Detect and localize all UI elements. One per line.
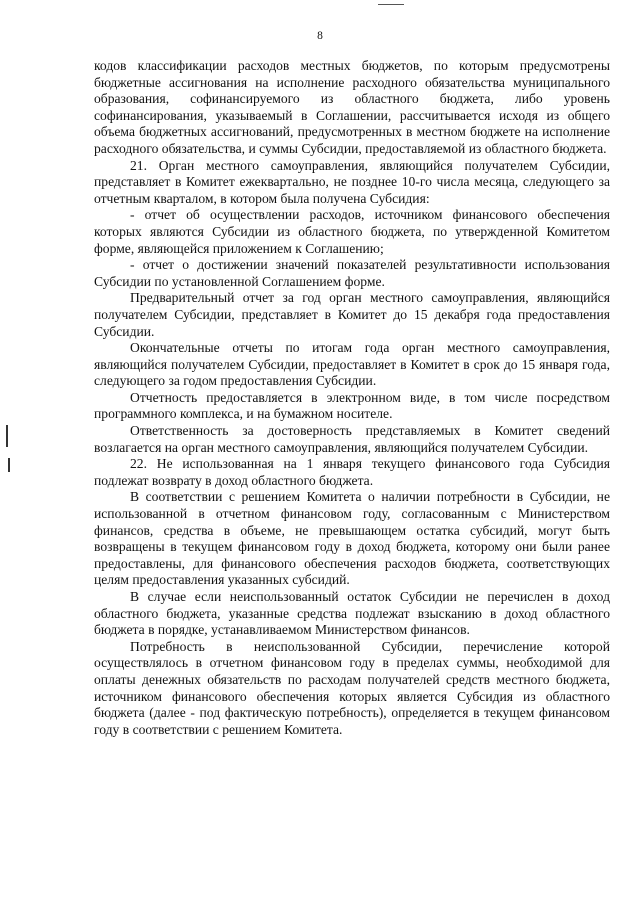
scan-margin-mark xyxy=(6,425,8,447)
scan-top-mark xyxy=(378,4,404,5)
paragraph-actual-need: Потребность в неиспользованной Субсидии, перечисление которой осуществлялось в отчетном финансовом году в пределах суммы, необходимой для оплаты денежных обязательств по расходам получателей средств местного бюджета, источником финансового обеспечения которых является Субсидия из областного бюджета (далее - под фактическую потребность), определяется в текущем финансовом году в соответствии с решением Комитета. xyxy=(94,638,610,737)
document-body xyxy=(94,58,610,738)
paragraph-final-report: Окончательные отчеты по итогам года орган местного самоуправления, являющийся получателем Субсидии, предоставляет в Комитет в срок до 15 января года, следующего за годом предоставления Субсидии. xyxy=(94,340,610,389)
page-number: 8 xyxy=(317,30,323,42)
list-item-expense-report: - отчет об осуществлении расходов, источником финансового обеспечения которых являются Субсидии из областного бюджета, по утвержденной Комитетом форме, являющейся приложением к Соглашению; xyxy=(94,207,610,256)
paragraph-preliminary-report: Предварительный отчет за год орган местного самоуправления, являющийся получателем Субсидии, представляет в Комитет до 15 декабря года предоставления Субсидии. xyxy=(94,290,610,339)
list-item-performance-report: - отчет о достижении значений показателей результативности использования Субсидии по установленной Соглашением форме. xyxy=(94,257,610,289)
paragraph-22: 22. Не использованная на 1 января текущего финансового года Субсидия подлежат возврату в доход областного бюджета. xyxy=(94,456,610,488)
paragraph-responsibility: Ответственность за достоверность представляемых в Комитет сведений возлагается на орган местного самоуправления, являющийся получателем Субсидии. xyxy=(94,423,610,455)
paragraph-21: 21. Орган местного самоуправления, являющийся получателем Субсидии, представляет в Комитет ежеквартально, не позднее 10-го числа месяца, следующего за отчетным кварталом, в котором была получена Субсидия: xyxy=(94,157,610,206)
paragraph-committee-decision: В соответствии с решением Комитета о наличии потребности в Субсидии, не использованной в отчетном финансовом году, согласованным с Министерством финансов, средства в объеме, не превышающем остатка субсидий, могут быть возвращены в текущем финансовом году в доход бюджета, которому они были ранее предоставлены, для финансового обеспечения расходов бюджета, соответствующих целям предоставления указанных субсидий. xyxy=(94,489,610,588)
paragraph-continuation: кодов классификации расходов местных бюджетов, по которым предусмотрены бюджетные ассигнования на исполнение расходного обязательства муниципального образования, софинансируемого из областного бюджета, либо уровень софинансирования, указываемый в Соглашении, рассчитывается исходя из общего объема бюджетных ассигнований, предусмотренных в местном бюджете на исполнение расходного обязательства, и суммы Субсидии, предоставляемой из областного бюджета. xyxy=(94,58,610,156)
paragraph-report-format: Отчетность предоставляется в электронном виде, в том числе посредством программного комплекса, и на бумажном носителе. xyxy=(94,389,610,422)
scan-margin-mark xyxy=(8,458,10,472)
paragraph-unreturned-balance: В случае если неиспользованный остаток Субсидии не перечислен в доход областного бюджета, указанные средства подлежат взысканию в доход областного бюджета в порядке, устанавливаемом Министерством финансов. xyxy=(94,589,610,638)
